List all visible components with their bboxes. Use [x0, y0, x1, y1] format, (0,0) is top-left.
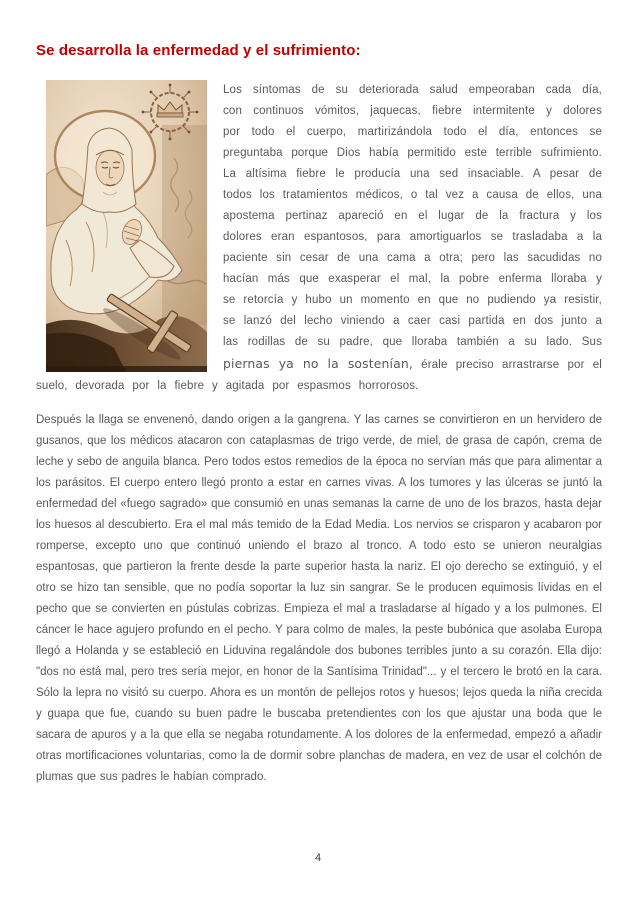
article-body — [36, 80, 602, 788]
page-number: 4 — [314, 852, 322, 864]
paragraph-1-text-cont: érale preciso arrastrarse por el suelo, devorada por la fiebre y agitada por espasmos horrorosos. — [36, 359, 602, 392]
section-heading: Se desarrolla la enfermedad y el sufrimiento: — [36, 42, 361, 59]
paragraph-1-alt-font-text: piernas ya no la sostenían, — [223, 356, 413, 371]
saint-engraving-image — [46, 80, 207, 372]
paragraph-2: Después la llaga se envenenó, dando origen a la gangrena. Y las carnes se convirtieron en un hervidero de gusanos, que los médicos atacaron con cataplasmas de trigo verde, de miel, de grasa de capón, crema de leche y sebo de anguila blanca. Pero todos estos remedios de la época no servían más que para alimentar a los parásitos. El cuerpo entero llegó pronto a estar en carnes vivas. A los tumores y las úlceras se juntó la enfermedad del «fuego sagrado» que consumió en unas semanas la carne de uno de los brazos, hasta dejar los huesos al descubierto. Era el mal más temido de la Edad Media. Los nervios se crisparon y acabaron por romperse, excepto uno que continuó uniendo el brazo al tronco. A todo esto se unieron neuralgias espantosas, que partieron la frente desde la parte superior hasta la nariz. El ojo derecho se extinguió, y el otro se hizo tan sensible, que no podía soportar la luz sin sangrar. Se le producen equimosis lívidas en el pecho que se convierten en pústulas cobrizas. Empieza el mal a trasladarse al hígado y a los pulmones. El cáncer le hace agujero profundo en el pecho. Y para colmo de males, la peste bubónica que asolaba Europa llegó a Holanda y se estableció en Liduvina regalándole dos bubones terribles junto a su corazón. Ella dijo: "dos no está mal, pero tres sería mejor, en honor de la Santísima Trinidad"... y el tercero le brotó en la cara. Sólo la lepra no visitó su cuerpo. Ahora es un montón de pellejos rotos y huesos; lejos queda la niña crecida y guapa que fue, cuando su buen padre le buscaba pretendientes con los que ajustar una boda que le sacara de apuros y a la que ella se negaba rotundamente. A los dolores de la enfermedad, empezó a añadir otras mortificaciones voluntarias, como la de dormir sobre planchas de madera, en vez de usar el colchón de plumas que sus padres le habían comprado. — [36, 414, 602, 783]
paragraph-1-text: Los síntomas de su deteriorada salud empeoraban cada día, con continuos vómitos, jaquecas, fiebre intermitente y dolores por todo el cuerpo, martirizándola todo el día, entonces se preguntaba porque Dios había permitido este terrible sufrimiento. La altísima fiebre le producía una sed insaciable. A pesar de todos los tratamientos médicos, o tal vez a causa de ellos, una apostema pertinaz apareció en el lugar de la fractura y los dolores eran espantosos, para amortiguarlos se trasladaba a la paciente sin cesar de una cama a otra; pero las sacudidas no hacían más que exasperar el mal, la pobre enferma lloraba y se retorcía y hubo un momento en que no pudiendo ya resistir, se lanzó del lecho viniendo a caer casi partida en dos junto a las rodillas de su padre, que lloraba también a su lado. Sus — [223, 84, 602, 348]
